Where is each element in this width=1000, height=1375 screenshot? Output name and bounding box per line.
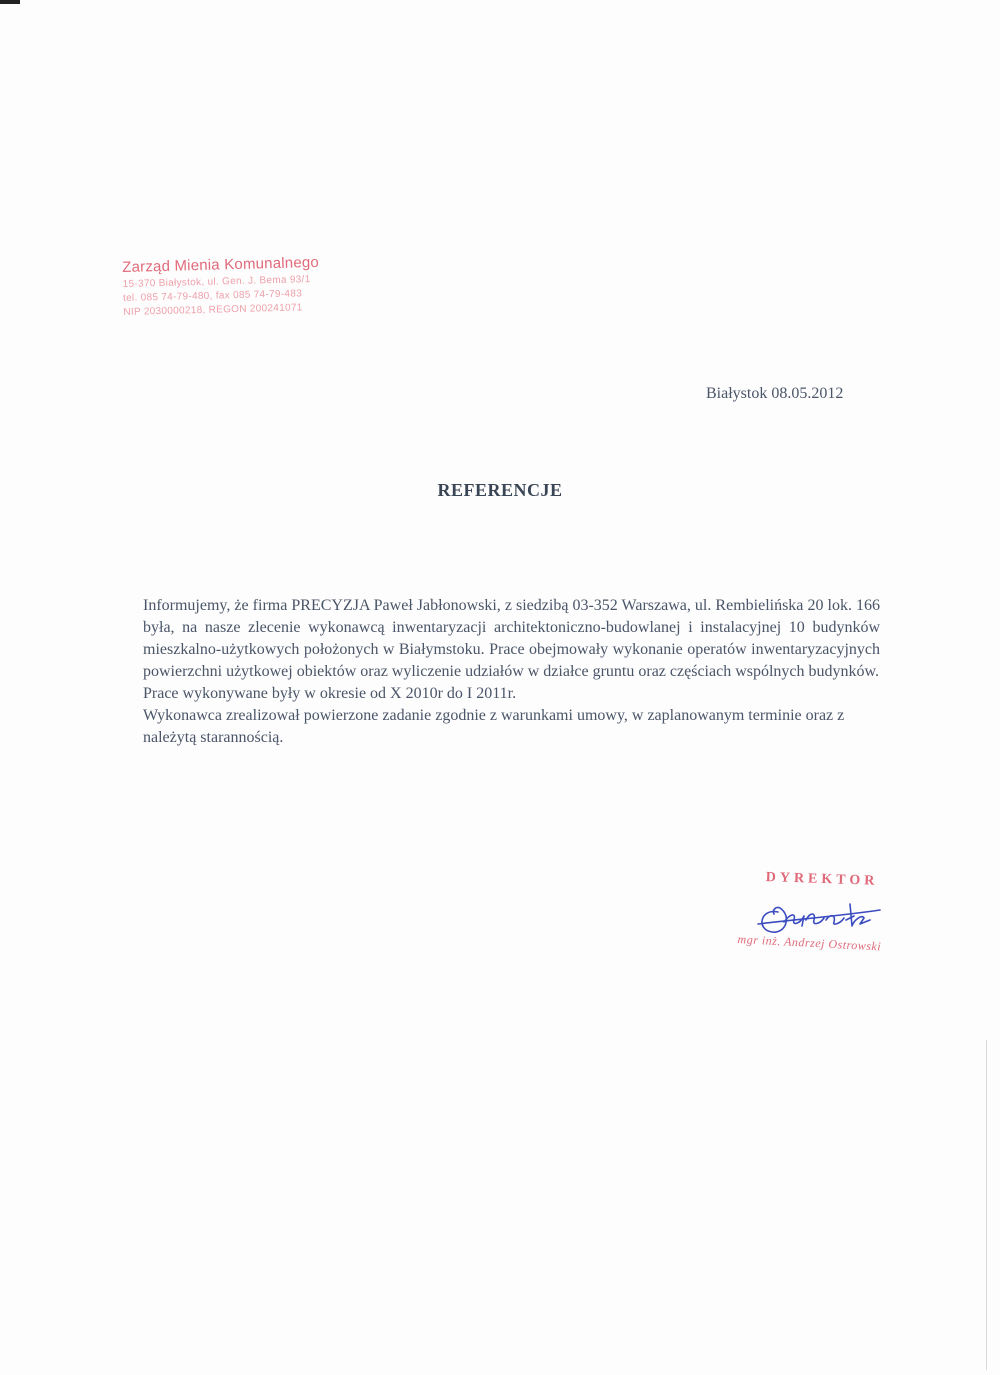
letter-body xyxy=(143,595,880,749)
signature-role: DYREKTOR xyxy=(765,870,879,889)
scan-edge-line xyxy=(986,1040,987,1370)
stamp-address: 15-370 Białystok, ul. Gen. J. Bema 93/1 xyxy=(122,274,311,290)
body-paragraph-1: Informujemy, że firma PRECYZJA Paweł Jabłonowski, z siedzibą 03-352 Warszawa, ul. Rembielińska 20 lok. 166 była, na nasze zlecenie wykonawcą inwentaryzacji architektoniczno-budowlanej i instalacyjnej 10 budynków mieszkalno-użytkowych położonych w Białymstoku. Prace obejmowały wykonanie operatów inwentaryzacyjnych powierzchni użytkowej obiektów oraz wyliczenie udziałów w działce gruntu oraz częściach wspólnych budynków. xyxy=(143,597,880,680)
scan-corner-mark xyxy=(0,0,20,4)
place-date: Białystok 08.05.2012 xyxy=(706,385,844,402)
stamp-org-name: Zarząd Mienia Komunalnego xyxy=(122,253,320,276)
stamp-ids: NIP 2030000218, REGON 200241071 xyxy=(123,302,303,318)
body-paragraph-3: Wykonawca zrealizował powierzone zadanie zgodnie z warunkami umowy, w zaplanowanym terminie oraz z należytą starannością. xyxy=(143,707,845,746)
body-paragraph-2: Prace wykonywane były w okresie od X 2010r do I 2011r. xyxy=(143,685,517,702)
header-stamp xyxy=(122,252,354,320)
signer-name: mgr inż. Andrzej Ostrowski xyxy=(737,932,882,954)
stamp-phone-fax: tel. 085 74-79-480, fax 085 74-79-483 xyxy=(122,288,303,304)
letter-title: REFERENCJE xyxy=(437,480,563,500)
